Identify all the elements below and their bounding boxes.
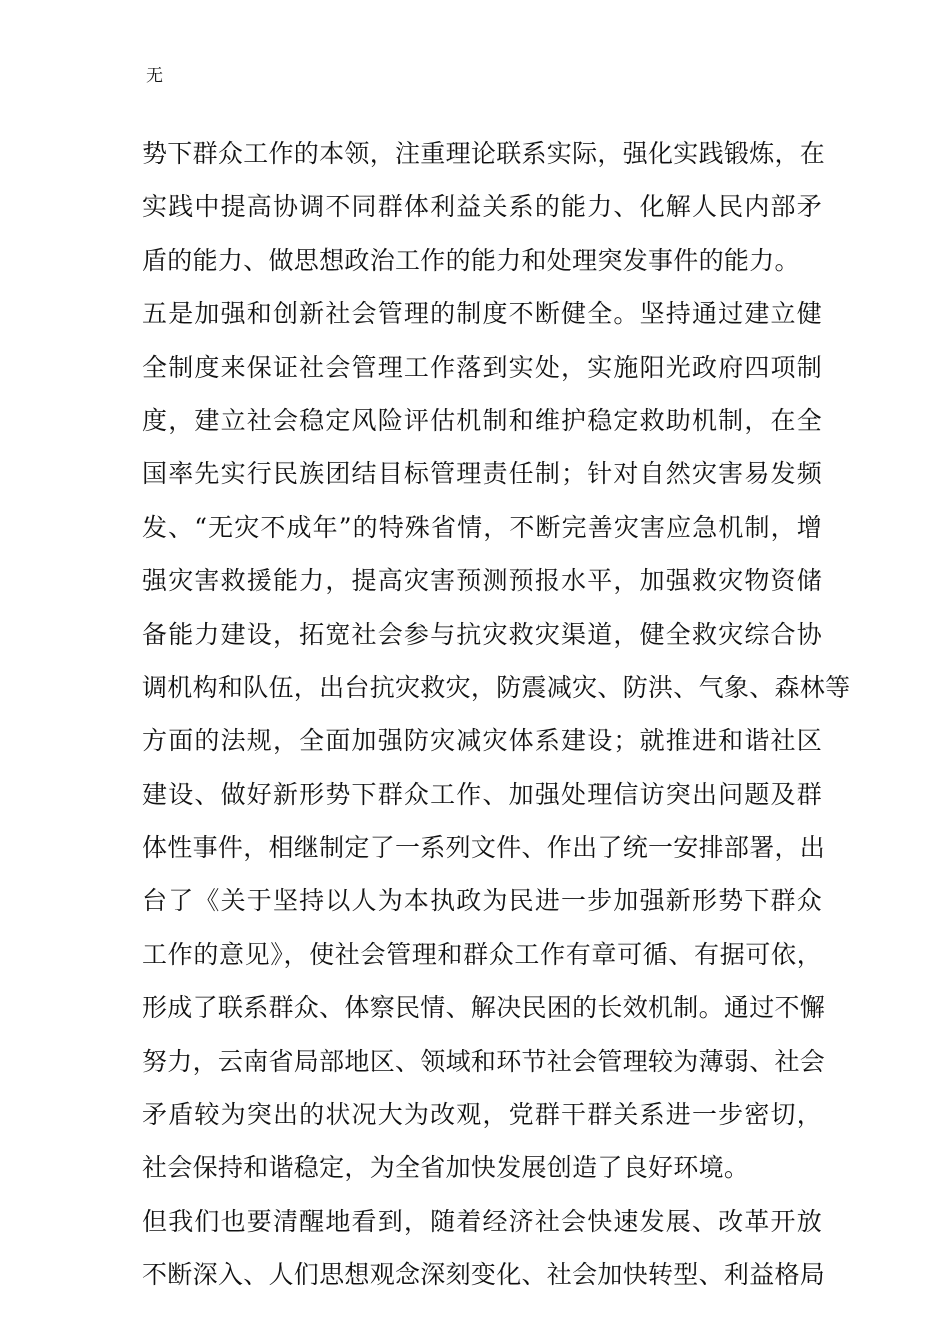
text-line: 势下群众工作的本领，注重理论联系实际，强化实践锻炼，在 — [142, 139, 826, 168]
text-line: 体性事件，相继制定了一系列文件、作出了统一安排部署，出 — [142, 833, 826, 863]
text-line: 矛盾较为突出的状况大为改观，党群干群关系进一步密切， — [142, 1100, 822, 1130]
text-line: 社会保持和谐稳定，为全省加快发展创造了良好环境。 — [142, 1153, 750, 1183]
text-line: 备能力建设，拓宽社会参与抗灾救灾渠道，健全救灾综合协 — [142, 619, 822, 649]
text-line: 调机构和队伍，出台抗灾救灾，防震减灾、防洪、气象、森林等 — [142, 672, 851, 702]
text-line: 强灾害救援能力，提高灾害预测预报水平，加强救灾物资储 — [142, 566, 822, 596]
text-line: 建设、做好新形势下群众工作、加强处理信访突出问题及群 — [142, 779, 822, 809]
text-line: 方面的法规，全面加强防灾减灾体系建设；就推进和谐社区 — [142, 726, 822, 756]
document-body — [142, 127, 851, 1302]
text-line: 台了《关于坚持以人为本执政为民进一步加强新形势下群众 — [142, 886, 822, 916]
text-line: 盾的能力、做思想政治工作的能力和处理突发事件的能力。 — [142, 245, 800, 275]
text-line: 工作的意见》，使社会管理和群众工作有章可循、有据可依， — [142, 939, 822, 969]
text-line: 不断深入、人们思想观念深刻变化、社会加快转型、利益格局 — [142, 1260, 826, 1290]
page-header-mark: 无 — [146, 66, 163, 86]
text-line: 全制度来保证社会管理工作落到实处，实施阳光政府四项制 — [142, 352, 822, 382]
text-line: 发、“无灾不成年”的特殊省情，不断完善灾害应急机制，增 — [142, 512, 822, 542]
text-line: 但我们也要清醒地看到，随着经济社会快速发展、改革开放 — [142, 1206, 822, 1236]
text-line: 度，建立社会稳定风险评估机制和维护稳定救助机制，在全 — [142, 405, 822, 435]
text-line: 国率先实行民族团结目标管理责任制；针对自然灾害易发频 — [142, 459, 822, 489]
text-line: 实践中提高协调不同群体利益关系的能力、化解人民内部矛 — [142, 192, 822, 222]
text-line: 形成了联系群众、体察民情、解决民困的长效机制。通过不懈 — [142, 993, 826, 1023]
text-line: 五是加强和创新社会管理的制度不断健全。坚持通过建立健 — [142, 299, 822, 329]
text-line: 努力，云南省局部地区、领域和环节社会管理较为薄弱、社会 — [142, 1046, 826, 1076]
